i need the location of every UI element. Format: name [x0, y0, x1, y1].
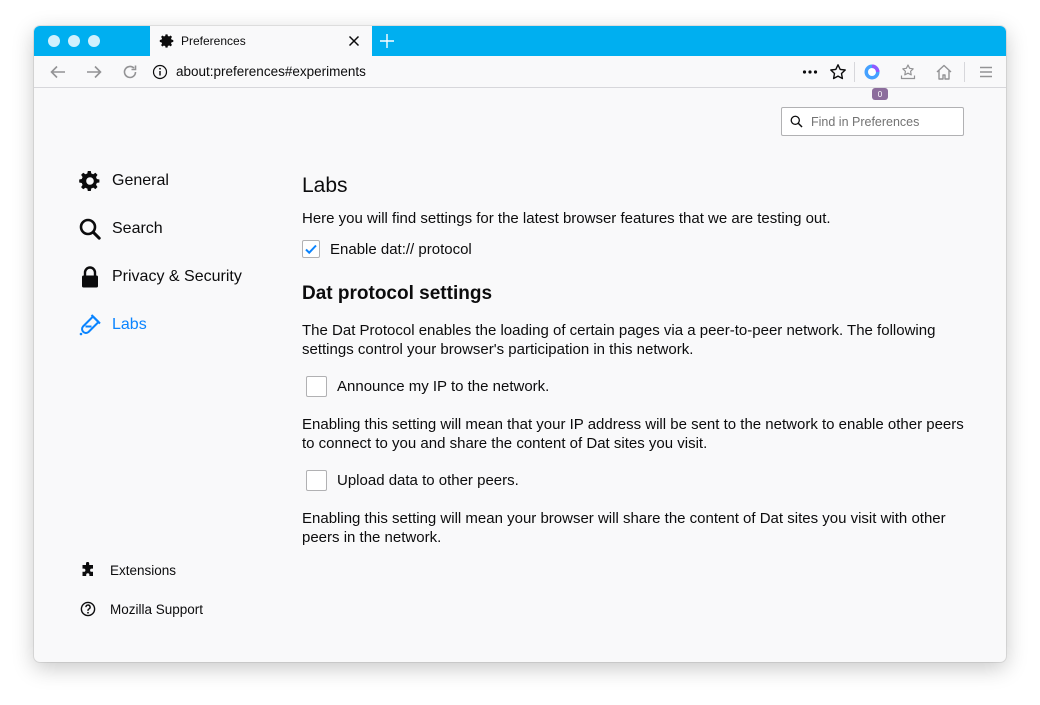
minimize-window-button[interactable] — [68, 35, 80, 47]
puzzle-icon — [80, 562, 96, 578]
magnifier-icon — [78, 217, 102, 241]
sidebar-link-extensions[interactable] — [80, 560, 176, 580]
more-horizontal-icon — [801, 63, 819, 81]
toolbar-separator — [854, 62, 855, 82]
sidebar-item-privacy-security[interactable] — [78, 263, 242, 291]
forward-arrow-icon — [85, 63, 103, 81]
announce-ip-checkbox-row[interactable] — [306, 376, 549, 397]
find-in-preferences[interactable] — [781, 107, 964, 136]
sidebar-item-label: Labs — [112, 316, 147, 333]
home-button[interactable] — [934, 62, 954, 82]
sidebar-item-labs[interactable] — [78, 311, 147, 339]
bookmark-star-button[interactable] — [828, 62, 848, 82]
back-arrow-icon — [49, 63, 67, 81]
navigation-bar — [34, 56, 1006, 99]
search-icon — [790, 115, 803, 128]
url-bar[interactable] — [152, 59, 852, 84]
upload-data-checkbox-row[interactable] — [306, 470, 519, 491]
upload-data-description: Enabling this setting will mean your browser will share the content of Dat sites you visit with other peers in the network. — [302, 510, 946, 546]
sidebar-item-label: Privacy & Security — [112, 268, 242, 285]
sidebar-item-label: Search — [112, 220, 163, 237]
upload-data-label: Upload data to other peers. — [337, 472, 519, 489]
zoom-window-button[interactable] — [88, 35, 100, 47]
announce-ip-description: Enabling this setting will mean that your IP address will be sent to the network to enable other peers to connect to you and share the content of Dat sites you visit. — [302, 416, 964, 452]
enable-dat-checkbox[interactable] — [302, 240, 320, 258]
close-tab-icon[interactable] — [346, 33, 362, 49]
sidebar-item-label: General — [112, 172, 169, 189]
lock-icon — [78, 265, 102, 289]
enable-dat-label: Enable dat:// protocol — [330, 240, 472, 258]
section-title: Dat protocol settings — [302, 283, 493, 304]
enable-dat-checkbox-row[interactable] — [302, 240, 472, 258]
forward-button[interactable] — [84, 62, 104, 82]
sidebar-item-search[interactable] — [78, 215, 163, 243]
extension-icon — [862, 62, 882, 82]
checkmark-icon — [304, 242, 318, 256]
home-icon — [935, 63, 953, 81]
library-button[interactable] — [898, 62, 918, 82]
plus-icon — [379, 33, 395, 49]
menu-button[interactable] — [976, 62, 996, 82]
gear-icon — [78, 169, 102, 193]
tab-title: Preferences — [181, 34, 246, 48]
labs-intro-text: Here you will find settings for the latest browser features that we are testing out. — [302, 210, 831, 227]
url-text[interactable]: about:preferences#experiments — [176, 64, 366, 79]
announce-ip-label: Announce my IP to the network. — [337, 378, 550, 395]
sidebar-link-label: Mozilla Support — [110, 601, 204, 617]
tab-preferences[interactable] — [150, 26, 372, 56]
hamburger-icon — [977, 63, 995, 81]
star-tray-icon — [899, 63, 917, 81]
labs-icon — [78, 313, 102, 337]
browser-window — [34, 26, 1006, 662]
toolbar-separator — [964, 62, 965, 82]
extension-badge: 0 — [872, 88, 888, 100]
upload-data-checkbox[interactable] — [306, 470, 327, 491]
search-input[interactable] — [809, 114, 953, 130]
announce-ip-checkbox[interactable] — [306, 376, 327, 397]
help-icon — [80, 601, 96, 617]
extension-button[interactable] — [862, 62, 882, 82]
star-icon — [829, 63, 847, 81]
reload-icon — [121, 63, 139, 81]
sidebar-link-label: Extensions — [110, 562, 177, 578]
info-icon[interactable] — [152, 64, 168, 80]
tab-strip — [34, 26, 1006, 56]
sidebar-item-general[interactable] — [78, 167, 169, 195]
page-actions-button[interactable] — [800, 62, 820, 82]
gear-icon — [159, 33, 175, 49]
back-button[interactable] — [48, 62, 68, 82]
sidebar-link-mozilla-support[interactable] — [80, 599, 203, 619]
section-description: The Dat Protocol enables the loading of certain pages via a peer-to-peer network. The following settings control your browser's participation in this network. — [302, 322, 936, 358]
reload-button[interactable] — [120, 62, 140, 82]
new-tab-button[interactable] — [378, 32, 396, 50]
page-title: Labs — [302, 174, 348, 197]
close-window-button[interactable] — [48, 35, 60, 47]
